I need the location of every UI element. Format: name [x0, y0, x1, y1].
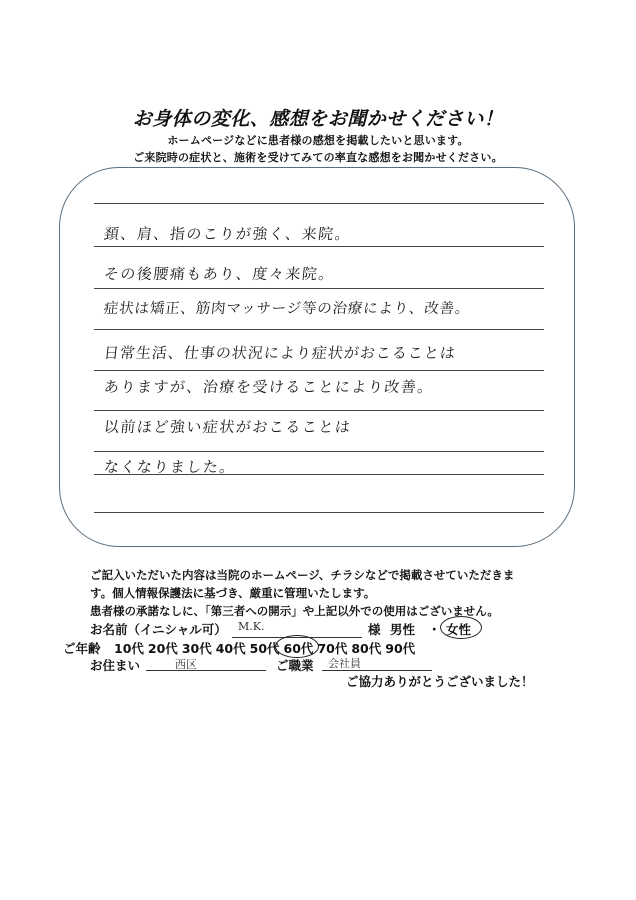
address-underline	[146, 670, 266, 671]
address-label: お住まい	[90, 658, 141, 673]
testimonial-line: ありますが、治療を受けることにより改善。	[103, 378, 435, 396]
job-value: 会社員	[328, 657, 361, 670]
ruled-line	[94, 329, 544, 330]
notice-line-2: す。個人情報保護法に基づき、厳重に管理いたします。	[90, 586, 376, 600]
ruled-line	[94, 203, 544, 204]
testimonial-line: 日常生活、仕事の状況により症状がおこることは	[103, 344, 457, 362]
ruled-line	[94, 410, 544, 411]
page-title: お身体の変化、感想をお聞かせください！	[132, 108, 504, 130]
gender-female: 女性	[446, 622, 472, 637]
address-value: 西区	[175, 658, 197, 671]
ruled-line	[94, 288, 544, 289]
thanks-message: ご協力ありがとうございました！	[346, 674, 534, 689]
age-option: 90代	[385, 641, 416, 656]
name-value: M.K.	[238, 620, 265, 633]
testimonial-line: 頚、肩、指のこりが強く、来院。	[103, 225, 353, 243]
age-options	[114, 639, 419, 657]
age-option: 60代	[283, 641, 314, 656]
job-underline	[322, 670, 432, 671]
job-label: ご職業	[276, 658, 314, 673]
age-option: 40代	[215, 641, 246, 656]
notice-line-1: ご記入いただいた内容は当院のホームページ、チラシなどで掲載させていただきま	[90, 568, 515, 582]
age-selected-circle	[275, 635, 319, 658]
age-option: 10代	[114, 641, 144, 656]
name-label: お名前（イニシャル可）	[90, 622, 227, 637]
age-option: 70代	[317, 641, 348, 656]
gender-male: 男性	[390, 622, 416, 637]
notice-line-3: 患者様の承諾なしに、「第三者への開示」や上記以外での使用はございません。	[90, 604, 499, 618]
gender-separator: ・	[428, 622, 441, 637]
testimonial-line: その後腰痛もあり、度々来院。	[103, 265, 336, 283]
subtitle-line-1: ホームページなどに患者様の感想を掲載したいと思います。	[167, 134, 469, 147]
honorific: 様	[368, 622, 381, 637]
ruled-line	[94, 451, 544, 452]
age-option: 20代	[147, 641, 178, 656]
ruled-line	[94, 246, 544, 247]
subtitle-line-2: ご来院時の症状と、施術を受けてみての率直な感想をお聞かせください。	[133, 151, 503, 164]
age-option: 50代	[249, 641, 280, 656]
female-selected-circle	[440, 616, 482, 639]
testimonial-line: 以前ほど強い症状がおこることは	[103, 418, 353, 436]
testimonial-line: 症状は矯正、筋肉マッサージ等の治療により、改善。	[103, 301, 472, 317]
ruled-line	[94, 370, 544, 371]
ruled-line	[94, 512, 544, 513]
testimonial-line: なくなりました。	[103, 458, 237, 476]
age-label: ご年齢	[63, 641, 101, 656]
age-option: 30代	[181, 641, 212, 656]
age-option: 80代	[351, 641, 382, 656]
